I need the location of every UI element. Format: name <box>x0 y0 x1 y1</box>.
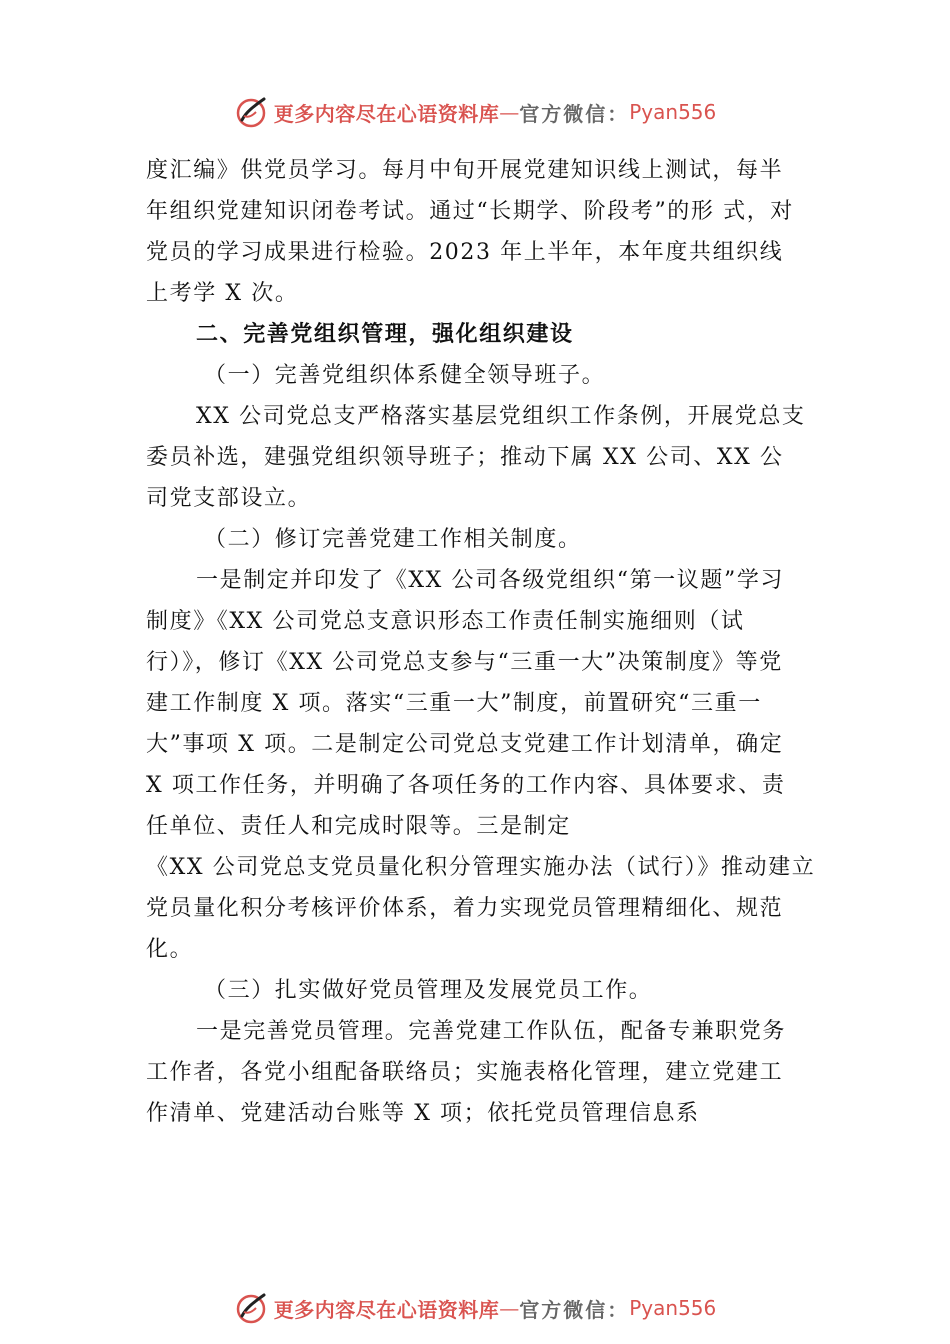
paragraph: 度汇编》供党员学习。每月中旬开展党建知识线上测试，每半年组织党建知识闭卷考试。通过“长期学、阶段考”的形 式，对党员的学习成果进行检验。2023 年上半年，本年度共组织线上考学 X 次。 <box>146 158 794 306</box>
banner-separator: — <box>499 100 520 124</box>
banner-separator: — <box>499 1296 520 1320</box>
banner-label: 官方微信： <box>519 1297 630 1322</box>
subsection-heading: （二）修订完善党建工作相关制度。 <box>204 527 582 552</box>
paragraph: 《XX 公司党总支党员量化积分管理实施办法（试行）》推动建立党员量化积分考核评价体系，着力实现党员管理精细化、规范化。 <box>146 855 816 962</box>
banner-site-name: 更多内容尽在心语资料库 <box>273 1297 500 1322</box>
banner-label: 官方微信： <box>519 101 630 126</box>
brush-logo-icon <box>234 1290 270 1326</box>
paragraph: 一是制定并印发了《XX 公司各级党组织“第一议题”学习制度》《XX 公司党总支意识形态工作责任制实施细则（试行）》，修订《XX 公司党总支参与“三重一大”决策制度》等党建工作制度 X 项。落实“三重一大”制度，前置研究“三重一大”事项 X 项。二是制定公司党总支党建工作计划清单，确定 X 项工作任务，并明确了各项任务的工作内容、具体要求、责任单位、责任人和完成时限等。三是制定 <box>146 568 786 839</box>
subsection-heading: （三）扎实做好党员管理及发展党员工作。 <box>204 978 653 1003</box>
header-banner <box>0 92 950 132</box>
banner-wechat-id: Pyan556 <box>629 100 717 124</box>
banner-wechat-id: Pyan556 <box>629 1296 717 1320</box>
document-body <box>146 150 816 1134</box>
paragraph: 一是完善党员管理。完善党建工作队伍，配备专兼职党务工作者，各党小组配备联络员；实施表格化管理，建立党建工作清单、党建活动台账等 X 项；依托党员管理信息系 <box>146 1019 787 1126</box>
section-heading: 二、完善党组织管理，强化组织建设 <box>196 322 574 347</box>
banner-site-name: 更多内容尽在心语资料库 <box>273 101 500 126</box>
paragraph: XX 公司党总支严格落实基层党组织工作条例，开展党总支委员补选，建强党组织领导班子；推动下属 XX 公司、XX 公司党支部设立。 <box>146 404 806 511</box>
brush-logo-icon <box>234 94 270 130</box>
footer-banner <box>0 1288 950 1328</box>
subsection-heading: （一）完善党组织体系健全领导班子。 <box>204 363 606 388</box>
